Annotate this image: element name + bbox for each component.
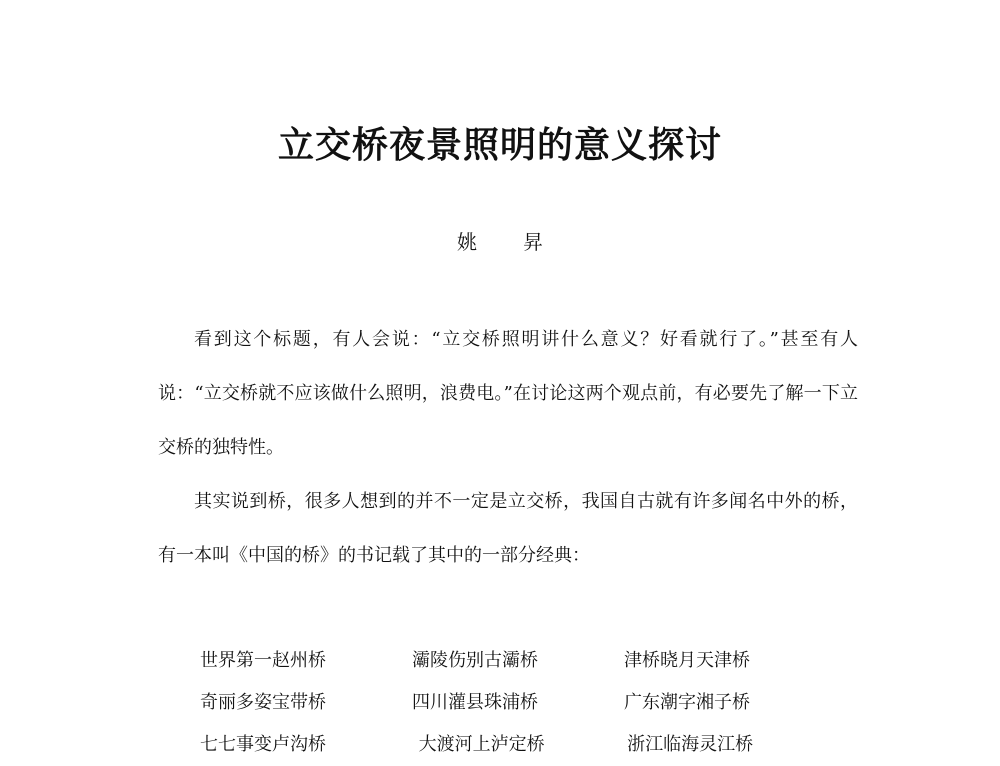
bridge-row bbox=[200, 682, 820, 724]
bridge-row bbox=[200, 640, 820, 682]
bridge-list bbox=[200, 640, 820, 766]
bridge-name: 广东潮字湘子桥 bbox=[624, 692, 750, 713]
bridge-name: 津桥晓月天津桥 bbox=[624, 650, 750, 671]
paragraph-bridges: 其实说到桥，很多人想到的并不一定是立交桥，我国自古就有许多闻名中外的桥，有一本叫《中国的桥》的书记载了其中的一部分经典： bbox=[158, 491, 858, 566]
bridge-name: 四川灌县珠浦桥 bbox=[412, 692, 538, 713]
bridge-name: 大渡河上泸定桥 bbox=[418, 734, 545, 755]
bridge-name: 灞陵伤别古灞桥 bbox=[412, 650, 538, 671]
bridge-name: 浙江临海灵江桥 bbox=[627, 734, 754, 755]
author-given-name: 昇 bbox=[523, 230, 543, 254]
page-title: 立交桥夜景照明的意义探讨 bbox=[277, 125, 722, 166]
bridge-name: 世界第一赵州桥 bbox=[200, 650, 326, 671]
bridge-name: 奇丽多姿宝带桥 bbox=[200, 692, 326, 713]
author-surname: 姚 bbox=[457, 230, 477, 254]
author-byline bbox=[0, 228, 1000, 256]
bridge-name: 七七事变卢沟桥 bbox=[200, 734, 326, 755]
paragraph-intro: 看到这个标题，有人会说：“立交桥照明讲什么意义？好看就行了。”甚至有人说：“立交桥就不应该做什么照明，浪费电。”在讨论这两个观点前，有必要先了解一下立交桥的独特性。 bbox=[158, 329, 858, 458]
